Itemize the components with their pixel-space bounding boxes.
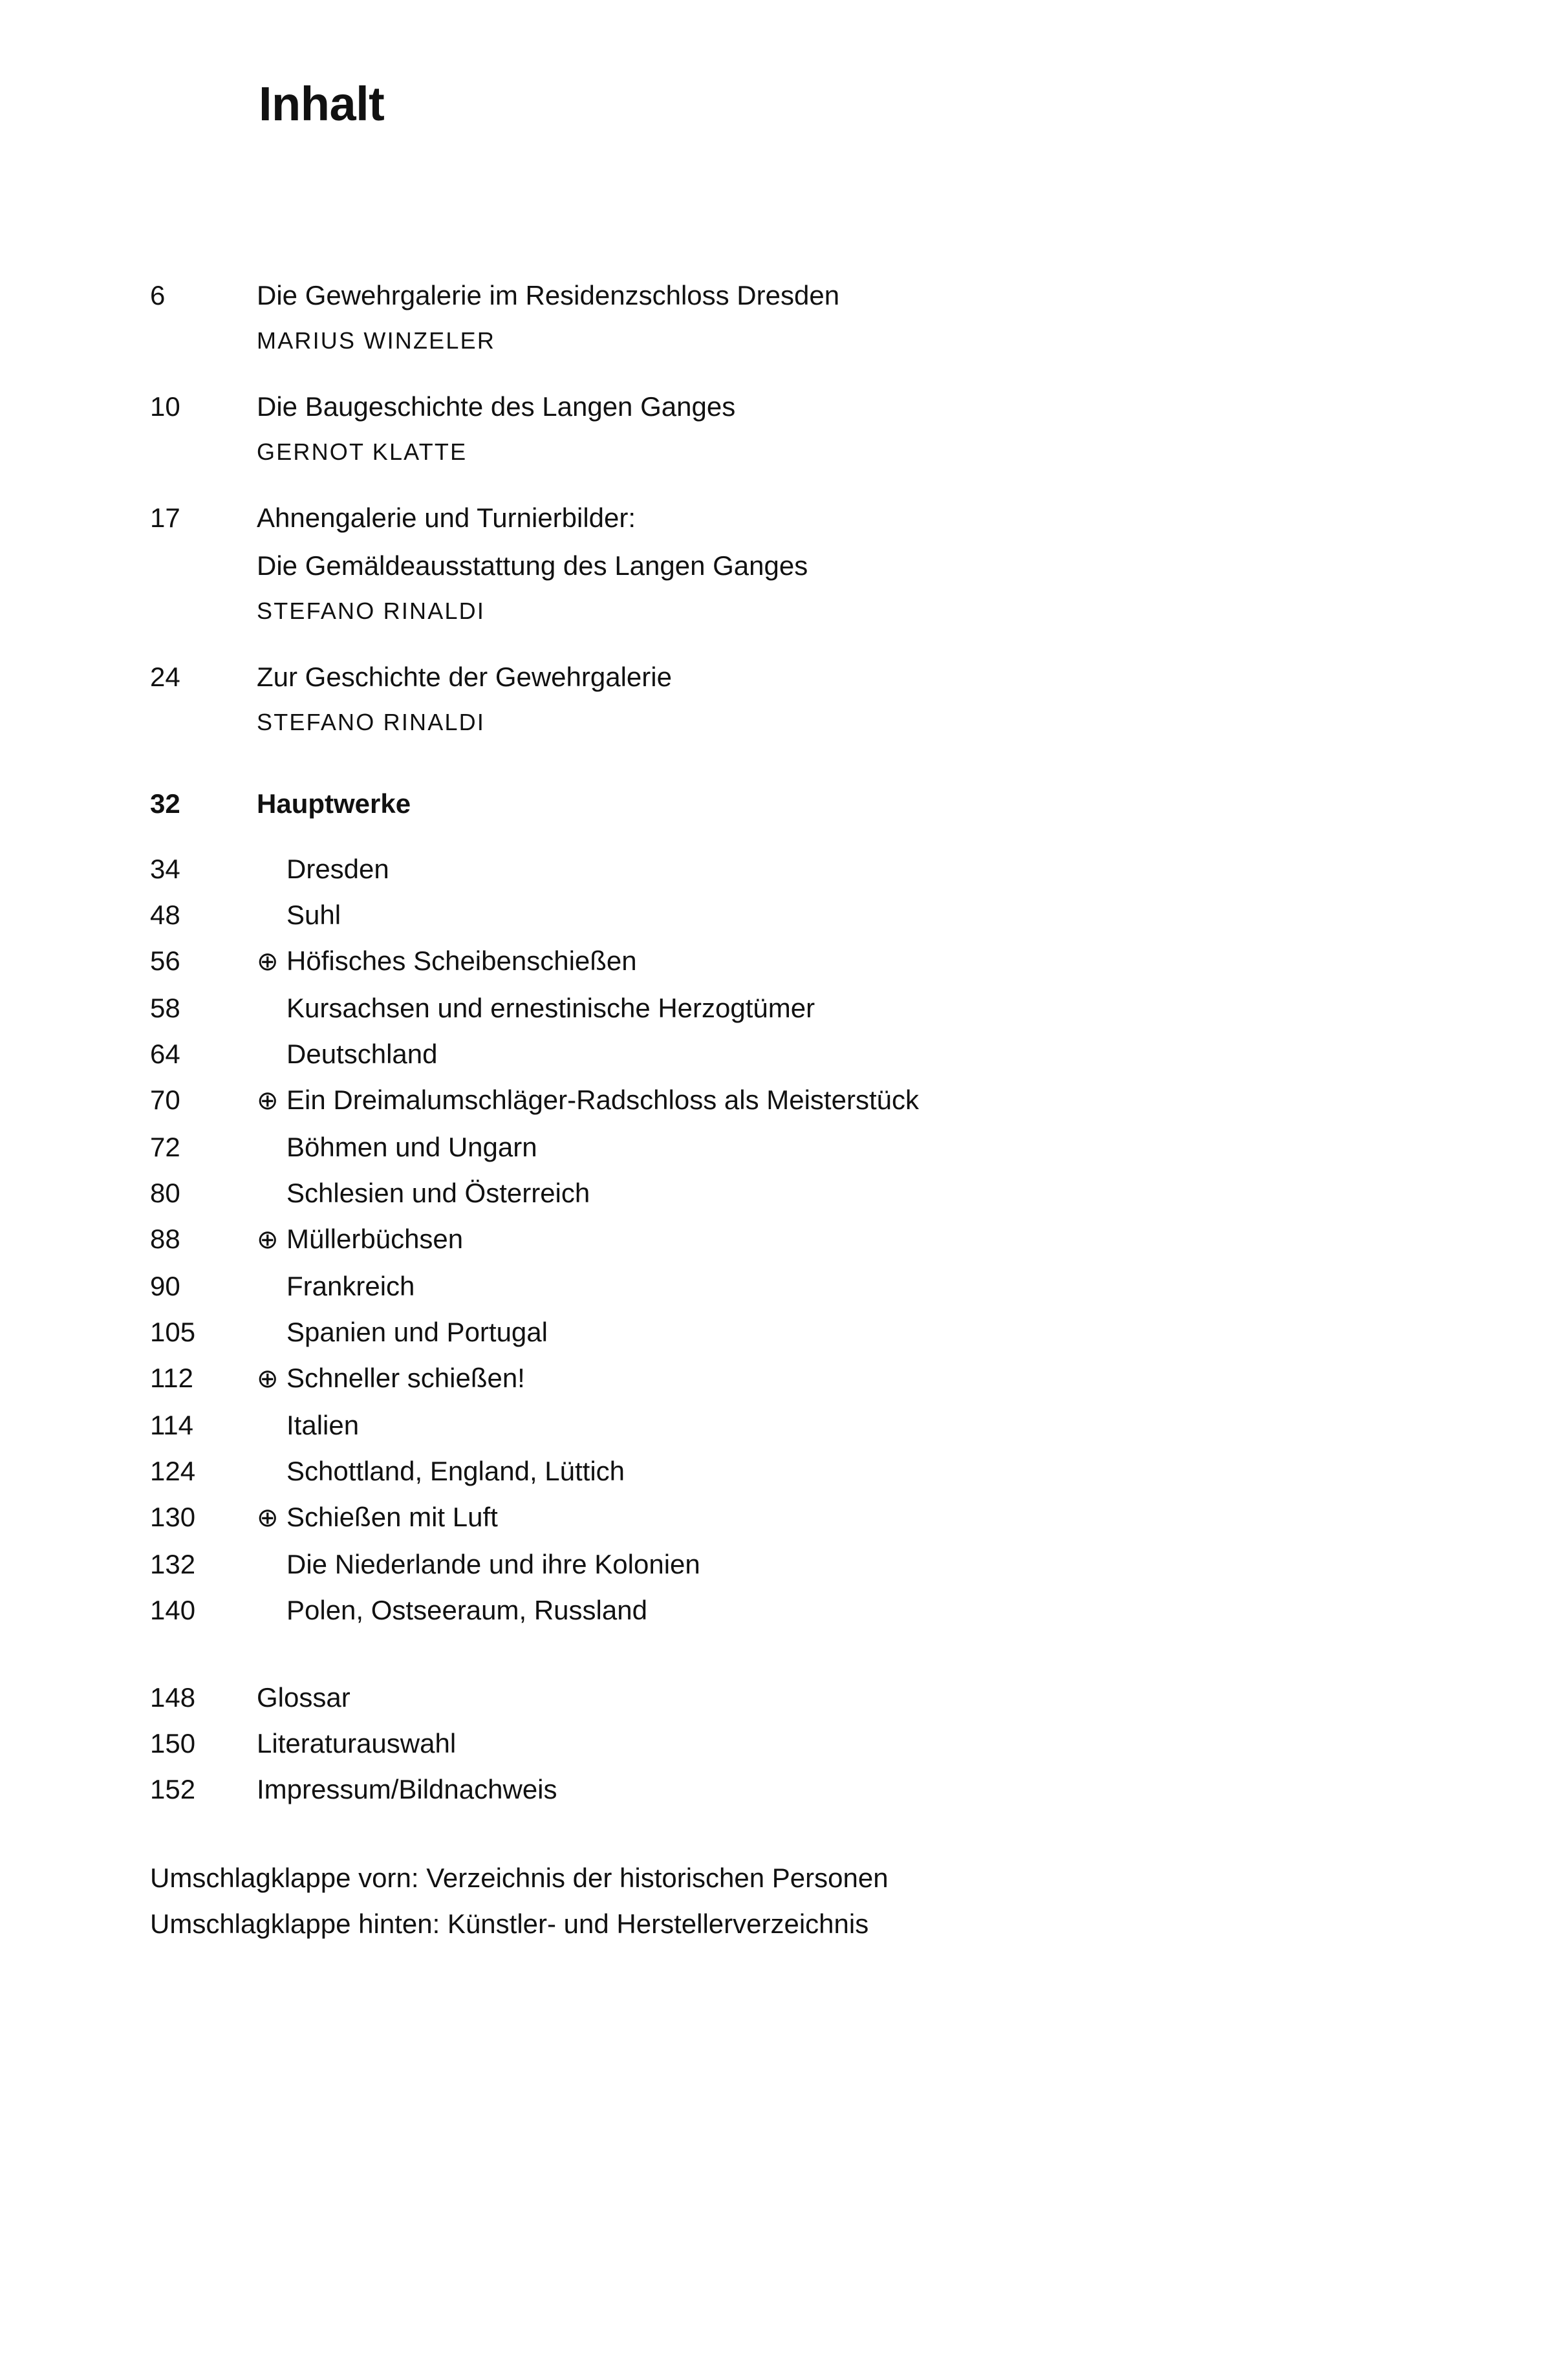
entry-page-number: 72 [150,1132,180,1162]
toc-list-item[interactable] [150,846,1417,892]
toc-list-item[interactable] [150,1124,1417,1170]
entry-text [257,1448,1417,1494]
entry-title-line2: Die Gemäldeausstattung des Langen Ganges [257,550,808,581]
entry-label: Deutschland [286,1039,438,1069]
entry-page-number: 56 [150,946,180,976]
entry-author: MARIUS WINZELER [257,327,496,354]
entry-label: Suhl [286,900,341,930]
entry-page-number: 88 [150,1224,180,1254]
toc-back-matter [150,1674,1417,1812]
entry-text [257,1263,1417,1309]
section-label: Hauptwerke [257,788,411,819]
toc-content [150,272,1417,1947]
entry-text [257,1124,1417,1170]
entry-title: Die Gewehrgalerie im Residenzschloss Dresden [257,280,840,310]
entry-label: Italien [286,1410,360,1440]
toc-list-item[interactable] [150,1541,1417,1587]
entry-page-number: 112 [150,1363,193,1393]
toc-entry-essay[interactable] [150,653,1417,744]
toc-entry-essay[interactable] [150,494,1417,633]
entry-text [257,1402,1417,1448]
entry-text [257,1077,1417,1124]
toc-entry-essay[interactable] [150,383,1417,473]
entry-label: Kursachsen und ernestinische Herzogtümer [286,993,815,1023]
plus-circle-icon: ⊕ [257,1504,279,1532]
entry-text [257,1587,1417,1633]
entry-page-number: 17 [150,503,180,533]
entry-text [257,985,1417,1031]
toc-list-item[interactable] [150,1216,1417,1263]
toc-list-item[interactable] [150,1263,1417,1309]
toc-list-item[interactable] [150,1587,1417,1633]
entry-page-number: 140 [150,1595,196,1625]
entry-label: Schießen mit Luft [286,1502,498,1532]
toc-list-item[interactable] [150,1077,1417,1124]
flap-back-note: Umschlagklappe hinten: Künstler- und Herstellerverzeichnis [150,1909,869,1939]
entry-label: Schlesien und Österreich [286,1178,590,1208]
entry-page-number: 152 [150,1774,196,1804]
entry-page-number: 150 [150,1728,196,1758]
entry-label: Schneller schießen! [286,1363,525,1393]
entry-text [257,892,1417,938]
toc-list-item[interactable] [150,1766,1417,1812]
entry-label: Polen, Ostseeraum, Russland [286,1595,647,1625]
entry-page-number: 24 [150,662,180,692]
entry-text [257,1216,1417,1263]
toc-list-item[interactable] [150,938,1417,985]
toc-list-item[interactable] [150,1494,1417,1541]
flap-front-note: Umschlagklappe vorn: Verzeichnis der historischen Personen [150,1863,889,1893]
entry-page-number: 64 [150,1039,180,1069]
entry-page-number: 114 [150,1410,193,1440]
toc-list-item[interactable] [150,1720,1417,1766]
entry-page-number: 105 [150,1317,196,1347]
entry-page-number: 58 [150,993,180,1023]
entry-text [257,1494,1417,1541]
flap-notes [150,1855,1417,1947]
entry-label: Spanien und Portugal [286,1317,548,1347]
toc-section-heading[interactable] [150,780,1417,828]
entry-page-number: 34 [150,854,180,884]
entry-label: Glossar [257,1682,350,1713]
page-title: Inhalt [259,77,385,131]
entry-text [257,1309,1417,1355]
entry-label: Schottland, England, Lüttich [286,1456,625,1486]
entry-page-number: 90 [150,1271,180,1301]
entry-title: Die Baugeschichte des Langen Ganges [257,391,736,422]
toc-list-item[interactable] [150,1402,1417,1448]
toc-entry-essay[interactable] [150,272,1417,362]
toc-list-item[interactable] [150,1031,1417,1077]
toc-list-item[interactable] [150,1309,1417,1355]
entry-page-number: 80 [150,1178,180,1208]
entry-label: Frankreich [286,1271,415,1301]
entry-page-number: 10 [150,391,180,422]
entry-label: Höfisches Scheibenschießen [286,946,637,976]
section-page-number: 32 [150,788,180,819]
plus-circle-icon: ⊕ [257,1226,279,1254]
entry-label: Böhmen und Ungarn [286,1132,537,1162]
entry-author: GERNOT KLATTE [257,438,468,465]
entry-text [257,494,1417,633]
entry-text [257,1031,1417,1077]
toc-list-item[interactable] [150,1170,1417,1216]
entry-text [257,938,1417,985]
plus-circle-icon: ⊕ [257,1365,279,1393]
toc-list-item[interactable] [150,985,1417,1031]
plus-circle-icon: ⊕ [257,1087,279,1115]
entry-title: Ahnengalerie und Turnierbilder: [257,503,636,533]
entry-label: Müllerbüchsen [286,1224,464,1254]
entry-page-number: 48 [150,900,180,930]
plus-circle-icon: ⊕ [257,947,279,976]
entry-author: STEFANO RINALDI [257,598,486,624]
entry-page-number: 130 [150,1502,196,1532]
entry-text [257,653,1417,744]
entry-label: Die Niederlande und ihre Kolonien [286,1549,700,1579]
toc-list-item[interactable] [150,1355,1417,1402]
entry-text [257,1355,1417,1402]
entry-text [257,1170,1417,1216]
entry-label: Ein Dreimalumschläger-Radschloss als Meisterstück [286,1085,919,1115]
entry-page-number: 124 [150,1456,196,1486]
entry-page-number: 148 [150,1682,196,1713]
toc-list-item[interactable] [150,892,1417,938]
entry-page-number: 70 [150,1085,180,1115]
entry-label: Impressum/Bildnachweis [257,1774,557,1804]
entry-title: Zur Geschichte der Gewehrgalerie [257,662,672,692]
entry-text [257,272,1417,362]
entry-page-number: 6 [150,280,166,310]
entry-page-number: 132 [150,1549,196,1579]
entry-text [257,846,1417,892]
entry-author: STEFANO RINALDI [257,709,486,735]
entry-text [257,1541,1417,1587]
entry-label: Dresden [286,854,389,884]
entry-label: Literaturauswahl [257,1728,457,1758]
toc-list-item[interactable] [150,1674,1417,1720]
entry-text [257,383,1417,473]
toc-list-item[interactable] [150,1448,1417,1494]
